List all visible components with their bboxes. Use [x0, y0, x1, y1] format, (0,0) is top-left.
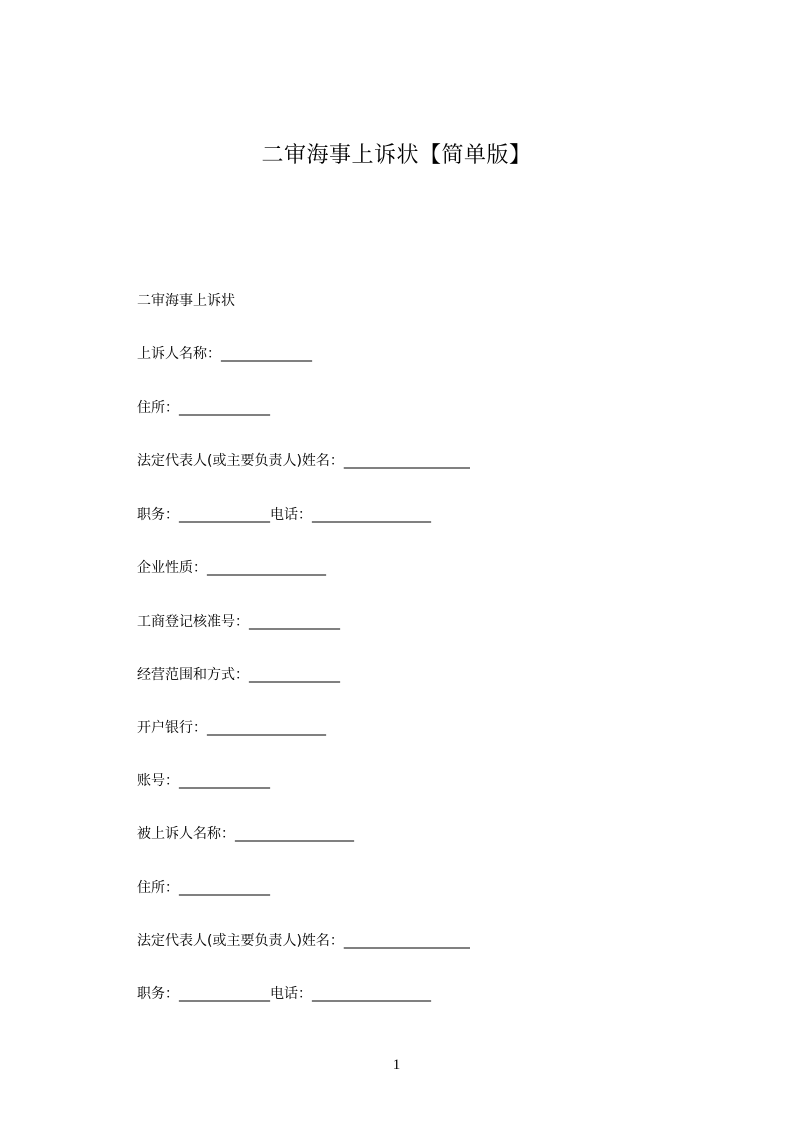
- appellee-position-phone-line: 职务：_____________电话：_________________: [137, 986, 431, 1002]
- appellee-name-line: 被上诉人名称：_________________: [137, 826, 354, 842]
- appellee-address-line: 住所：_____________: [137, 880, 270, 896]
- section-heading: 二审海事上诉状: [137, 293, 235, 309]
- enterprise-nature-line: 企业性质：_________________: [137, 560, 326, 576]
- appellee-legal-rep-line: 法定代表人(或主要负责人)姓名：__________________: [137, 933, 470, 949]
- appellant-name-line: 上诉人名称：_____________: [137, 346, 312, 362]
- registration-number-line: 工商登记核准号：_____________: [137, 614, 340, 630]
- appellant-legal-rep-line: 法定代表人(或主要负责人)姓名：__________________: [137, 453, 470, 469]
- document-title: 二审海事上诉状【简单版】: [261, 143, 532, 168]
- bank-line: 开户银行：_________________: [137, 720, 326, 736]
- business-scope-line: 经营范围和方式：_____________: [137, 667, 340, 683]
- appellant-position-phone-line: 职务：_____________电话：_________________: [137, 507, 431, 523]
- page-number: 1: [392, 1057, 401, 1073]
- appellant-address-line: 住所：_____________: [137, 400, 270, 416]
- account-line: 账号：_____________: [137, 773, 270, 789]
